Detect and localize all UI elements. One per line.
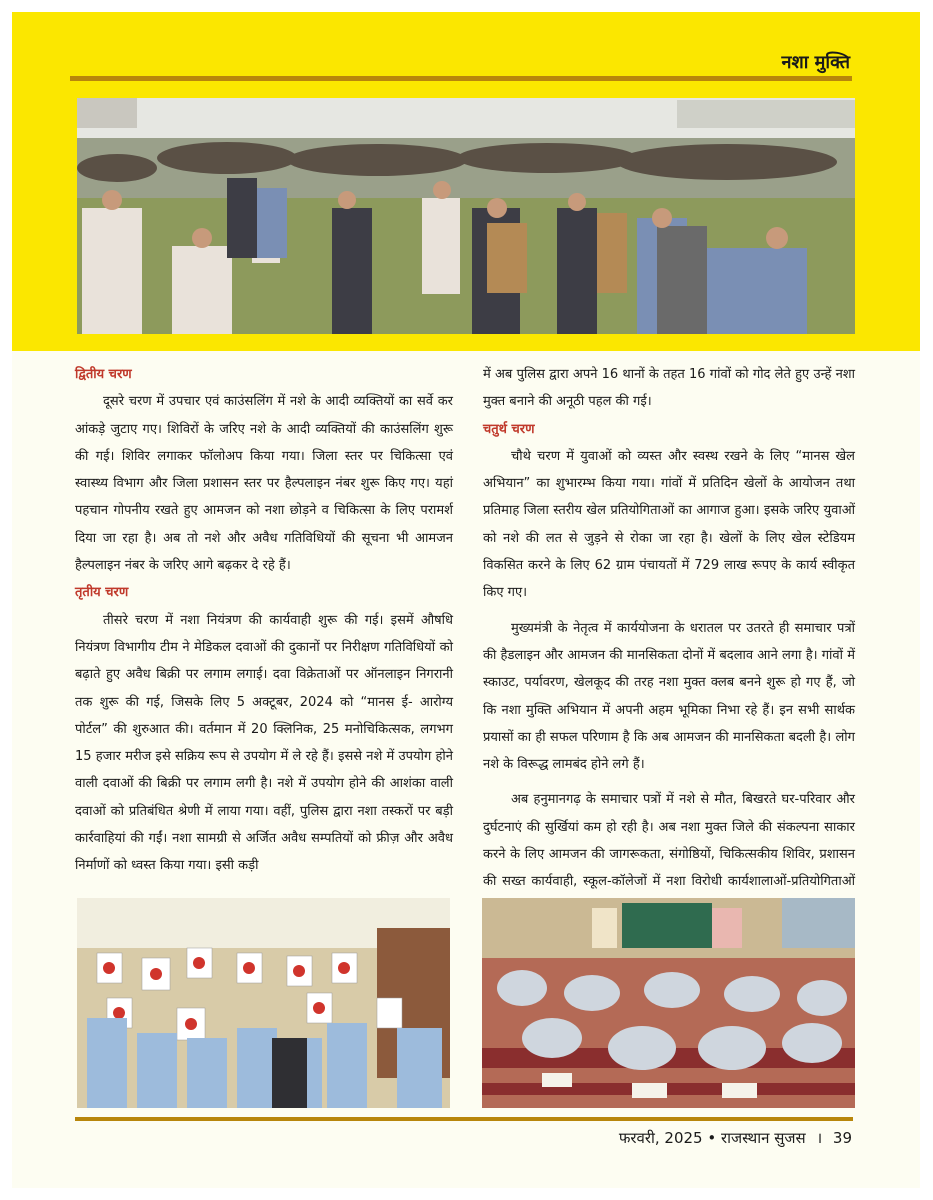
- left-column: [75, 361, 453, 880]
- heading-third-phase: तृतीय चरण: [75, 585, 129, 601]
- heading-second-phase: द्वितीय चरण: [75, 367, 132, 382]
- paragraph: में अब पुलिस द्वारा अपने 16 थानों के तहत 16 गांवों को गोद लेते हुए उन्हें नशा मुक्त बनाने की अनूठी पहल की गई।: [483, 367, 855, 410]
- section-title: नशा मुक्ति: [781, 52, 850, 73]
- heading-fourth-phase: चतुर्थ चरण: [483, 421, 535, 437]
- magazine-page: [12, 12, 920, 1188]
- paragraph: दूसरे चरण में उपचार एवं काउंसलिंग में नशे के आदी व्यक्तियों का सर्वे कर आंकड़े जुटाए गए। शिविरों के जरिए नशे के आदी व्यक्तियों की काउंसलिंग शुरू की गई। शिविर लगाकर फॉलोअप किया गया। जिला स्तर पर चिकित्सा एवं स्वास्थ्य विभाग और जिला प्रशासन स्तर पर हैल्पलाइन नंबर शुरू किए गए। यहां पहचान गोपनीय रखते हुए आमजन को नशा छोड़ने व चिकित्सा के लिए परामर्श दिया जा रहा है। अब तो नशे और अवैध गतिविधियों की सूचना भी आमजन हैल्पलाइन नंबर के जरिए आगे बढ़कर दे रहे हैं।: [75, 394, 453, 574]
- paragraph: मुख्यमंत्री के नेतृत्व में कार्ययोजना के धरातल पर उतरते ही समाचार पत्रों की हैडलाइन और आमजन की मानसिकता दोनों में बदलाव आने लगा है। गांवों में स्काउट, पर्यावरण, खेलकूद की तरह नशा मुक्त क्लब बनने शुरू हो गए हैं, जो कि नशा मुक्ति अभियान में अपनी अहम भूमिका निभा रहे हैं। इन सभी सार्थक प्रयासों का ही सफल परिणाम है कि अब आमजन की मानसिकता बदली है। लोग नशे के विरूद्ध लामबंद होने लगे हैं।: [483, 620, 855, 773]
- page-number: 39: [832, 1129, 852, 1147]
- footer-separator: ।: [816, 1129, 823, 1147]
- top-photo: [77, 98, 855, 334]
- paragraph-gap: [483, 778, 855, 786]
- paragraph-gap: [483, 607, 855, 615]
- bottom-left-photo: [77, 898, 450, 1108]
- bottom-right-photo: [482, 898, 855, 1108]
- page-footer: [619, 1128, 852, 1148]
- right-column: [483, 361, 855, 923]
- paragraph: अब हनुमानगढ़ के समाचार पत्रों में नशे से मौत, बिखरते घर-परिवार और दुर्घटनाएं की सुर्खियां कम हो रही है। अब नशा मुक्त जिले की संकल्पना साकार करने के लिए आमजन की जागरूकता, संगोष्ठियों, चिकित्सकीय शिविर, प्रशासन की सख्त कार्यवाही, स्कूल-कॉलेजों में नशा विरोधी कार्यशालाओं-प्रतियोगिताओं: [483, 792, 855, 890]
- footer-rule: [75, 1117, 853, 1121]
- header-rule: [70, 76, 852, 81]
- issue-and-magazine: फरवरी, 2025 • राजस्थान सुजस: [618, 1129, 806, 1147]
- paragraph: चौथे चरण में युवाओं को व्यस्त और स्वस्थ रखने के लिए “मानस खेल अभियान” का शुभारम्भ किया गया। गांवों में प्रतिदिन खेलों के आयोजन तथा प्रतिमाह जिला स्तरीय खेल प्रतियोगिताओं का आगाज हुआ। इसके जरिए युवाओं को नशे की लत से जुड़ने से रोका जा रहा है। खेलों के लिए खेल स्टेडियम विकसित करने के लिए 62 ग्राम पंचायतों में 729 लाख रूपए के कार्य स्वीकृत किए गए।: [483, 448, 855, 601]
- paragraph: तीसरे चरण में नशा नियंत्रण की कार्यवाही शुरू की गई। इसमें औषधि नियंत्रण विभागीय टीम ने मेडिकल दवाओं की दुकानों पर निरीक्षण गतिविधियों को बढ़ाते हुए अवैध बिक्री पर लगाम लगाई। दवा विक्रेताओं पर ऑनलाइन निगरानी तक शुरू की गई, जिसके लिए 5 अक्टूबर, 2024 को “मानस ई- आरोग्य पोर्टल” की शुरुआत की। वर्तमान में 20 क्लिनिक, 25 मनोचिकित्सक, लगभग 15 हजार मरीज इसे सक्रिय रूप से उपयोग में ले रहे हैं। इससे नशे में उपयोग होने वाली दवाओं की बिक्री पर लगाम लगी है। नशे में उपयोग होने की आशंका वाली दवाओं को प्रतिबंधित श्रेणी में लाया गया। वहीं, पुलिस द्वारा नशा तस्करों पर बड़ी कार्रवाहियां की गईं। नशा सामग्री से अर्जित अवैध सम्पतियों को फ्रीज़ और अवैध निर्माणों को ध्वस्त किया गया। इसी कड़ी: [75, 612, 453, 874]
